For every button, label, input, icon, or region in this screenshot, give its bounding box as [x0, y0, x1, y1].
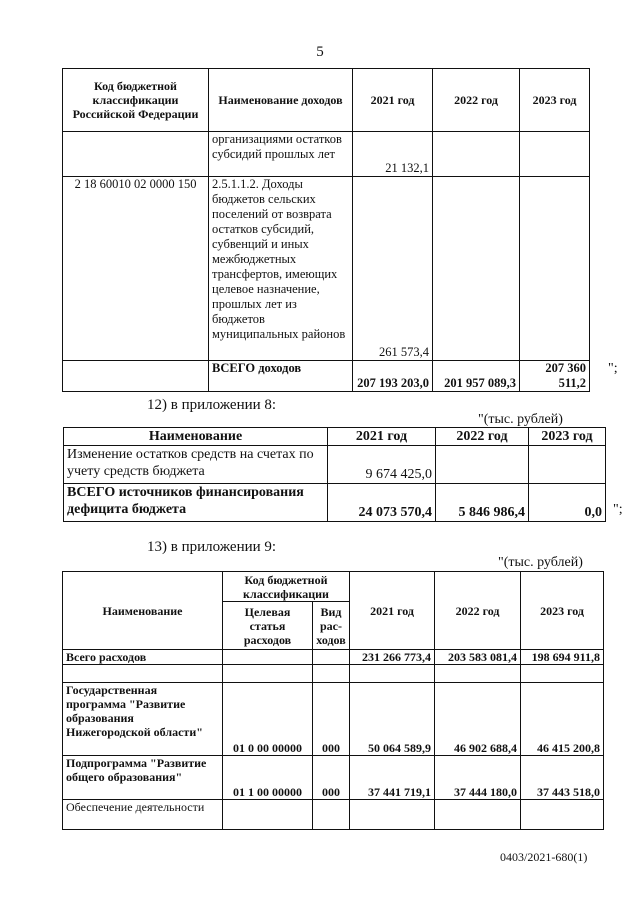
table-row	[64, 446, 606, 484]
income-table	[62, 68, 590, 392]
document-footer-code: 0403/2021-680(1)	[500, 850, 588, 864]
header-code: Код бюджетной классификации Российской Федерации	[63, 69, 209, 132]
table1-closing-quote: ";	[608, 361, 618, 376]
header-2023: 2023 год	[529, 428, 606, 446]
table-header-row	[63, 572, 604, 602]
row-2021: 231 266 773,4	[350, 650, 435, 665]
row-type	[313, 665, 350, 683]
total-2022: 201 957 089,3	[433, 361, 520, 392]
row-2021: 24 073 570,4	[328, 484, 436, 522]
section12-title: 12) в приложении 8:	[147, 397, 277, 413]
header-2022: 2022 год	[436, 428, 529, 446]
header-2021: 2021 год	[350, 572, 435, 650]
row-target: 01 0 00 00000	[223, 683, 313, 756]
sources-table	[63, 427, 606, 522]
header-2021: 2021 год	[353, 69, 433, 132]
section12-unit: "(тыс. рублей)	[478, 412, 563, 427]
page-number: 5	[316, 44, 324, 60]
row-2022: 37 444 180,0	[435, 756, 521, 800]
header-2022: 2022 год	[433, 69, 520, 132]
section13-title: 13) в приложении 9:	[147, 539, 277, 555]
row-name: 2.5.1.1.2. Доходы бюджетов сельских поселений от возврата остатков субсидий, субвенций и иных межбюджетных трансфертов, имеющих целевое назначение, прошлых лет из бюджетов муниципальных районов	[209, 177, 353, 361]
header-2023: 2023 год	[520, 69, 590, 132]
row-2022	[435, 665, 521, 683]
row-type	[313, 800, 350, 830]
header-target: Целевая статья расходов	[223, 602, 313, 650]
row-type	[313, 650, 350, 665]
row-name: Государственная программа "Развитие образования Нижегородской области"	[63, 683, 223, 756]
row-2023	[521, 800, 604, 830]
row-2021	[350, 800, 435, 830]
row-target	[223, 665, 313, 683]
table-row	[63, 650, 604, 665]
total-row	[63, 361, 590, 392]
table-row	[63, 132, 590, 177]
row-2022: 5 846 986,4	[436, 484, 529, 522]
total-row	[64, 484, 606, 522]
row-type: 000	[313, 756, 350, 800]
header-2021: 2021 год	[328, 428, 436, 446]
row-2022	[433, 132, 520, 177]
row-code	[63, 132, 209, 177]
row-target	[223, 800, 313, 830]
expenses-table	[62, 571, 604, 830]
header-name: Наименование	[63, 572, 223, 650]
row-2023: 0,0	[529, 484, 606, 522]
row-2023: 46 415 200,8	[521, 683, 604, 756]
table-row	[63, 756, 604, 800]
row-2021: 37 441 719,1	[350, 756, 435, 800]
row-2021: 261 573,4	[353, 177, 433, 361]
row-name: Подпрограмма "Развитие общего образования"	[63, 756, 223, 800]
section13-unit: "(тыс. рублей)	[498, 555, 583, 570]
row-2023	[520, 132, 590, 177]
row-2022	[435, 800, 521, 830]
row-2022	[433, 177, 520, 361]
row-2021: 50 064 589,9	[350, 683, 435, 756]
row-type: 000	[313, 683, 350, 756]
total-name: ВСЕГО доходов	[209, 361, 353, 392]
row-2021: 9 674 425,0	[328, 446, 436, 484]
row-2021	[350, 665, 435, 683]
row-name: ВСЕГО источников финансирования дефицита бюджета	[64, 484, 328, 522]
row-2022: 46 902 688,4	[435, 683, 521, 756]
row-target	[223, 650, 313, 665]
row-2023	[520, 177, 590, 361]
header-2023: 2023 год	[521, 572, 604, 650]
row-2021: 21 132,1	[353, 132, 433, 177]
row-code: 2 18 60010 02 0000 150	[63, 177, 209, 361]
row-name: Изменение остатков средств на счетах по учету средств бюджета	[64, 446, 328, 484]
row-2023	[521, 665, 604, 683]
row-2023: 198 694 911,8	[521, 650, 604, 665]
table-row	[63, 800, 604, 830]
header-kbk: Код бюджетной классификации	[223, 572, 350, 602]
row-name: Всего расходов	[63, 650, 223, 665]
table-row	[63, 683, 604, 756]
header-name: Наименование доходов	[209, 69, 353, 132]
row-2023	[529, 446, 606, 484]
table-header-row	[64, 428, 606, 446]
header-type: Вид рас-ходов	[313, 602, 350, 650]
table-row	[63, 177, 590, 361]
total-2023: 207 360 511,2	[520, 361, 590, 392]
row-name: Обеспечение деятельности	[63, 800, 223, 830]
row-2022	[436, 446, 529, 484]
table2-closing-quote: ";	[613, 502, 623, 517]
header-name: Наименование	[64, 428, 328, 446]
total-2021: 207 193 203,0	[353, 361, 433, 392]
row-target: 01 1 00 00000	[223, 756, 313, 800]
row-2022: 203 583 081,4	[435, 650, 521, 665]
table-header-row	[63, 69, 590, 132]
header-2022: 2022 год	[435, 572, 521, 650]
row-2023: 37 443 518,0	[521, 756, 604, 800]
total-code	[63, 361, 209, 392]
row-name	[63, 665, 223, 683]
table-row	[63, 665, 604, 683]
row-name: организациями остатков субсидий прошлых лет	[209, 132, 353, 177]
